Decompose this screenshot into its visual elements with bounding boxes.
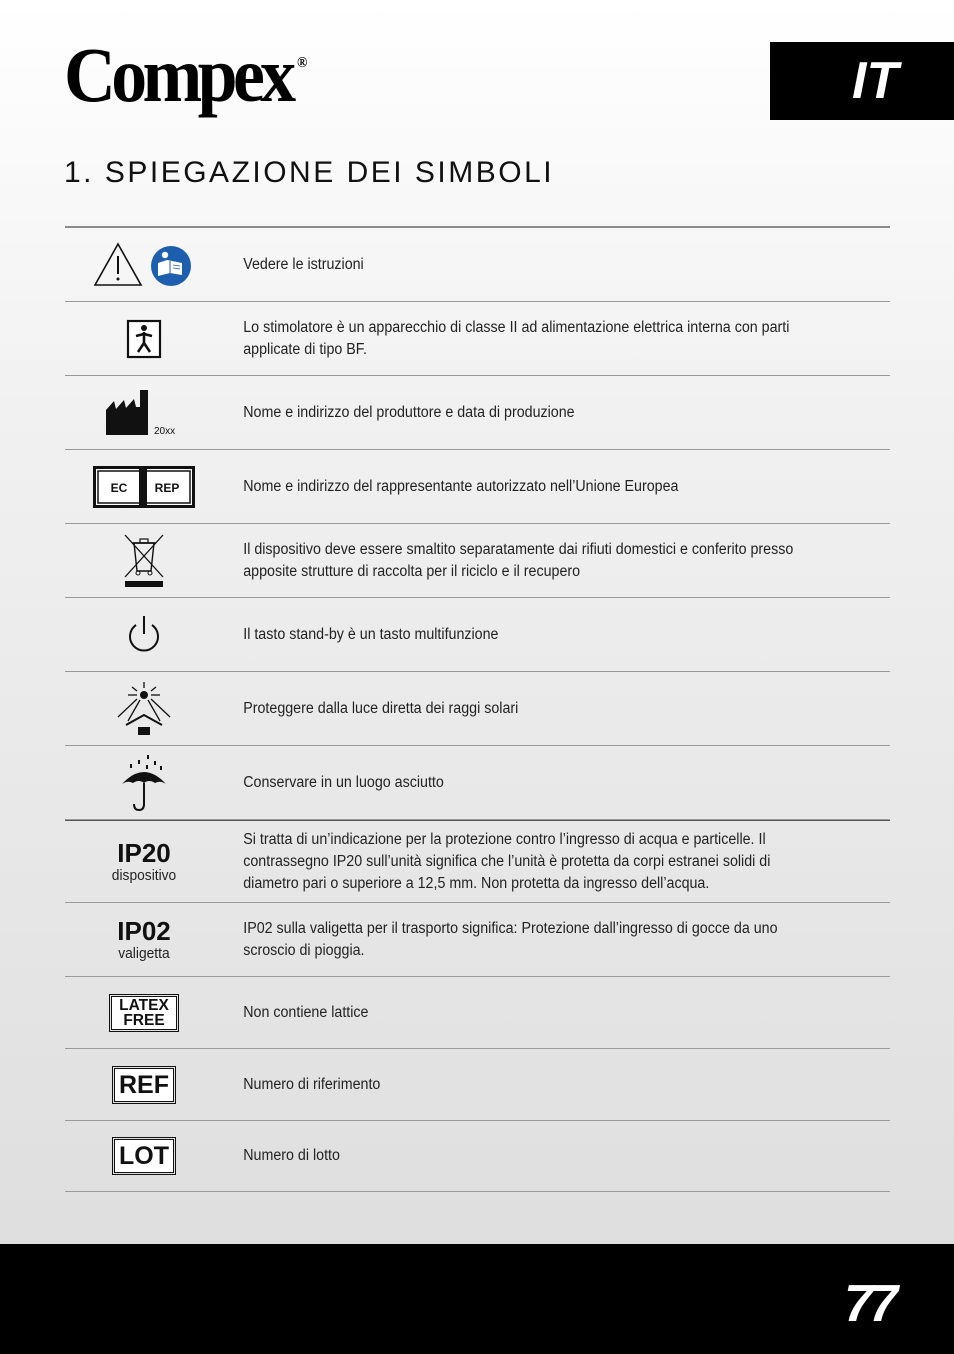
lot-icon: [65, 1139, 223, 1173]
table-row: [65, 977, 890, 1049]
ec-rep-icon: [65, 466, 223, 508]
symbol-description: Nome e indirizzo del rappresentante autorizzato nell’Unione Europea: [243, 477, 679, 495]
table-row: [65, 1049, 890, 1121]
symbol-description: Numero di riferimento: [243, 1075, 381, 1093]
latex-label: LATEX: [119, 996, 169, 1014]
table-row: [65, 903, 890, 977]
table-row: [65, 820, 890, 903]
ip02-code: IP02: [117, 915, 171, 946]
symbol-description: Numero di lotto: [243, 1147, 340, 1164]
ref-icon: [65, 1068, 223, 1102]
table-row: [65, 672, 890, 746]
power-standby-icon: [65, 614, 223, 656]
weee-bin-icon: [65, 533, 223, 589]
language-tab: IT: [770, 42, 954, 120]
table-row: [65, 450, 890, 524]
ip02-rating: [65, 917, 223, 963]
symbol-description: Non contiene lattice: [243, 1003, 369, 1021]
table-row: [65, 598, 890, 672]
symbol-description: Vedere le istruzioni: [243, 255, 364, 273]
lot-label: LOT: [114, 1139, 174, 1173]
symbol-description: IP02 sulla valigetta per il trasporto significa: Protezione dall’ingresso di gocce da uno scroscio di pioggia.: [243, 919, 778, 959]
symbol-description: Il dispositivo deve essere smaltito separatamente dai rifiuti domestici e conferito presso apposite strutture di raccolta per il riciclo e il recupero: [243, 540, 794, 580]
ip20-code: IP20: [117, 837, 171, 868]
table-row: [65, 524, 890, 598]
symbol-description: Si tratta di un’indicazione per la protezione contro l’ingresso di acqua e particelle. Il contrassegno IP20 sull’unità significa che l’unità è protetta da corpi estranei solidi di diametro pari o superiore a 12,5 mm. Non protetta da ingresso dell’acqua.: [243, 830, 771, 892]
symbol-description: Il tasto stand-by è un tasto multifunzione: [243, 625, 499, 643]
warning-and-manual-icon: [65, 242, 223, 288]
rep-label: REP: [154, 480, 180, 495]
manufacturer-icon: [65, 388, 223, 438]
section-title: 1. SPIEGAZIONE DEI SIMBOLI: [64, 156, 555, 189]
table-row: [65, 376, 890, 450]
keep-dry-umbrella-icon: [65, 754, 223, 812]
footer-bar: [0, 1244, 954, 1354]
ip02-subtitle: valigetta: [118, 944, 170, 962]
manufacture-year-label: 20xx: [154, 425, 176, 437]
table-row: [65, 1121, 890, 1192]
ip20-subtitle: dispositivo: [111, 866, 177, 884]
symbol-description: Lo stimolatore è un apparecchio di classe II ad alimentazione elettrica interna con parti applicate di tipo BF.: [243, 318, 790, 358]
table-row: [65, 302, 890, 376]
free-label: FREE: [123, 1011, 165, 1029]
compex-logo: Compex ®: [64, 31, 308, 118]
latex-free-icon: [65, 996, 223, 1030]
symbols-table: [65, 226, 890, 1192]
bf-applied-part-icon: [65, 319, 223, 359]
symbol-description: Proteggere dalla luce diretta dei raggi solari: [243, 699, 519, 717]
keep-away-sunlight-icon: [65, 681, 223, 737]
table-row: [65, 228, 890, 302]
table-row: [65, 746, 890, 820]
symbol-description: Conservare in un luogo asciutto: [243, 773, 444, 791]
symbol-description: Nome e indirizzo del produttore e data di produzione: [243, 403, 575, 421]
ec-label: EC: [110, 480, 128, 495]
ref-label: REF: [114, 1068, 174, 1102]
ip20-rating: [65, 839, 223, 885]
page-number: 77: [844, 1275, 894, 1333]
